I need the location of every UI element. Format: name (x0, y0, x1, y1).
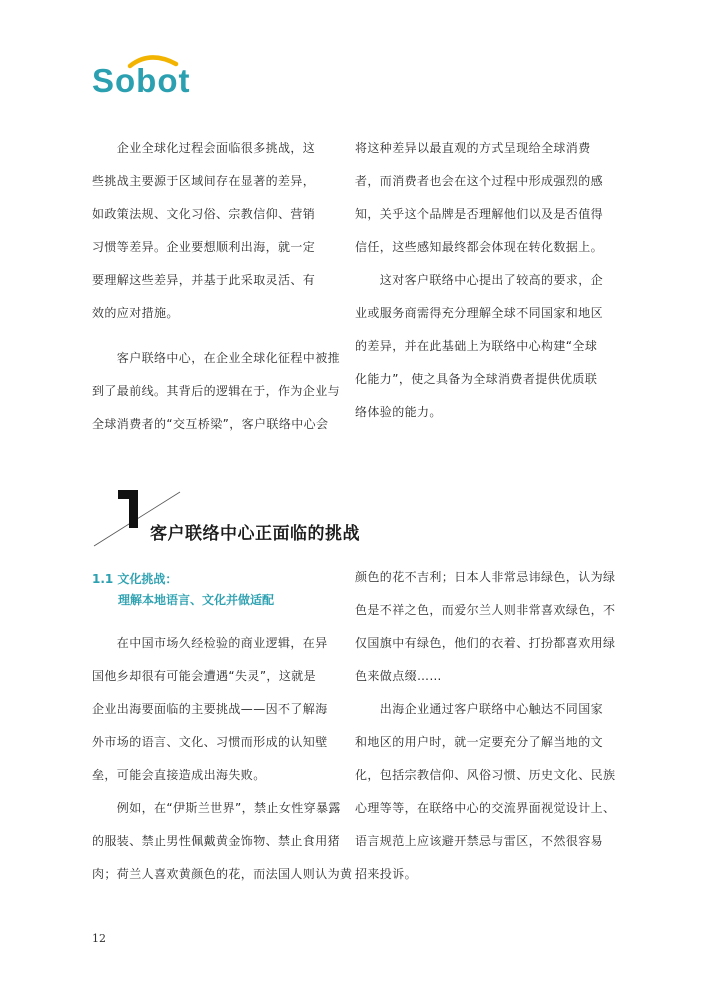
paragraph-line: 要理解这些差异，并基于此采取灵活、有 (92, 273, 316, 287)
paragraph-line: 例如，在“伊斯兰世界”，禁止女性穿暴露 (92, 801, 341, 815)
paragraph-line: 将这种差异以最直观的方式呈现给全球消费 (355, 141, 591, 155)
intro-right-column (355, 132, 604, 429)
paragraph-line: 络体验的能力。 (355, 405, 442, 419)
svg-text:Sobot: Sobot (92, 62, 191, 96)
paragraph-line: 色来做点缀…… (355, 669, 442, 683)
sub-heading: 1.1 文化挑战： (92, 572, 178, 586)
paragraph-line: 企业全球化过程会面临很多挑战，这 (92, 141, 316, 155)
paragraph-line: 语言规范上应该避开禁忌与雷区，不然很容易 (355, 834, 604, 848)
sobot-logo (92, 52, 207, 96)
paragraph-line: 这对客户联络中心提出了较高的要求，企 (355, 273, 604, 287)
paragraph-line: 出海企业通过客户联络中心触达不同国家 (355, 702, 604, 716)
paragraph-line: 心理等等，在联络中心的交流界面视觉设计上、 (355, 801, 616, 815)
paragraph-line: 化，包括宗教信仰、风俗习惯、历史文化、民族 (355, 768, 616, 782)
paragraph-line: 到了最前线。其背后的逻辑在于，作为企业与 (92, 384, 341, 398)
section-title: 客户联络中心正面临的挑战 (150, 524, 360, 544)
sub-heading-detail: 理解本地语言、文化并做适配 (118, 593, 275, 607)
intro-left-column (92, 132, 341, 441)
paragraph-line: 化能力”，使之具备为全球消费者提供优质联 (355, 372, 598, 386)
paragraph-line: 者，而消费者也会在这个过程中形成强烈的感 (355, 174, 604, 188)
paragraph-line: 国他乡却很有可能会遭遇“失灵”，这就是 (92, 669, 317, 683)
paragraph-line: 的服装、禁止男性佩戴黄金饰物、禁止食用猪 (92, 834, 341, 848)
paragraph-line: 如政策法规、文化习俗、宗教信仰、营销 (92, 207, 316, 221)
paragraph-line: 全球消费者的“交互桥梁”，客户联络中心会 (92, 417, 329, 431)
paragraph-line: 业或服务商需得充分理解全球不同国家和地区 (355, 306, 604, 320)
paragraph-line: 习惯等差异。企业要想顺利出海，就一定 (92, 240, 316, 254)
section-left-column (92, 627, 353, 891)
paragraph-line: 肉；荷兰人喜欢黄颜色的花，而法国人则认为黄 (92, 867, 353, 881)
paragraph-line: 颜色的花不吉利；日本人非常忌讳绿色，认为绿 (355, 570, 616, 584)
paragraph-line: 和地区的用户时，就一定要充分了解当地的文 (355, 735, 604, 749)
paragraph-line: 色是不祥之色，而爱尔兰人则非常喜欢绿色，不 (355, 603, 616, 617)
paragraph-line: 仅国旗中有绿色，他们的衣着、打扮都喜欢用绿 (355, 636, 616, 650)
paragraph-line: 在中国市场久经检验的商业逻辑，在异 (92, 636, 328, 650)
paragraph-line: 知，关乎这个品牌是否理解他们以及是否值得 (355, 207, 604, 221)
paragraph-line: 些挑战主要源于区域间存在显著的差异， (92, 174, 316, 188)
paragraph-line: 效的应对措施。 (92, 306, 179, 320)
paragraph-line: 垒，可能会直接造成出海失败。 (92, 768, 266, 782)
paragraph-line: 客户联络中心，在企业全球化征程中被推 (92, 351, 341, 365)
page-number: 12 (92, 932, 106, 945)
paragraph-line: 外市场的语言、文化、习惯而形成的认知壁 (92, 735, 328, 749)
paragraph-line: 的差异，并在此基础上为联络中心构建“全球 (355, 339, 598, 353)
paragraph-line: 招来投诉。 (355, 867, 418, 881)
paragraph-line: 信任，这些感知最终都会体现在转化数据上。 (355, 240, 604, 254)
section-right-column (355, 561, 616, 891)
paragraph-line: 企业出海要面临的主要挑战——因不了解海 (92, 702, 328, 716)
